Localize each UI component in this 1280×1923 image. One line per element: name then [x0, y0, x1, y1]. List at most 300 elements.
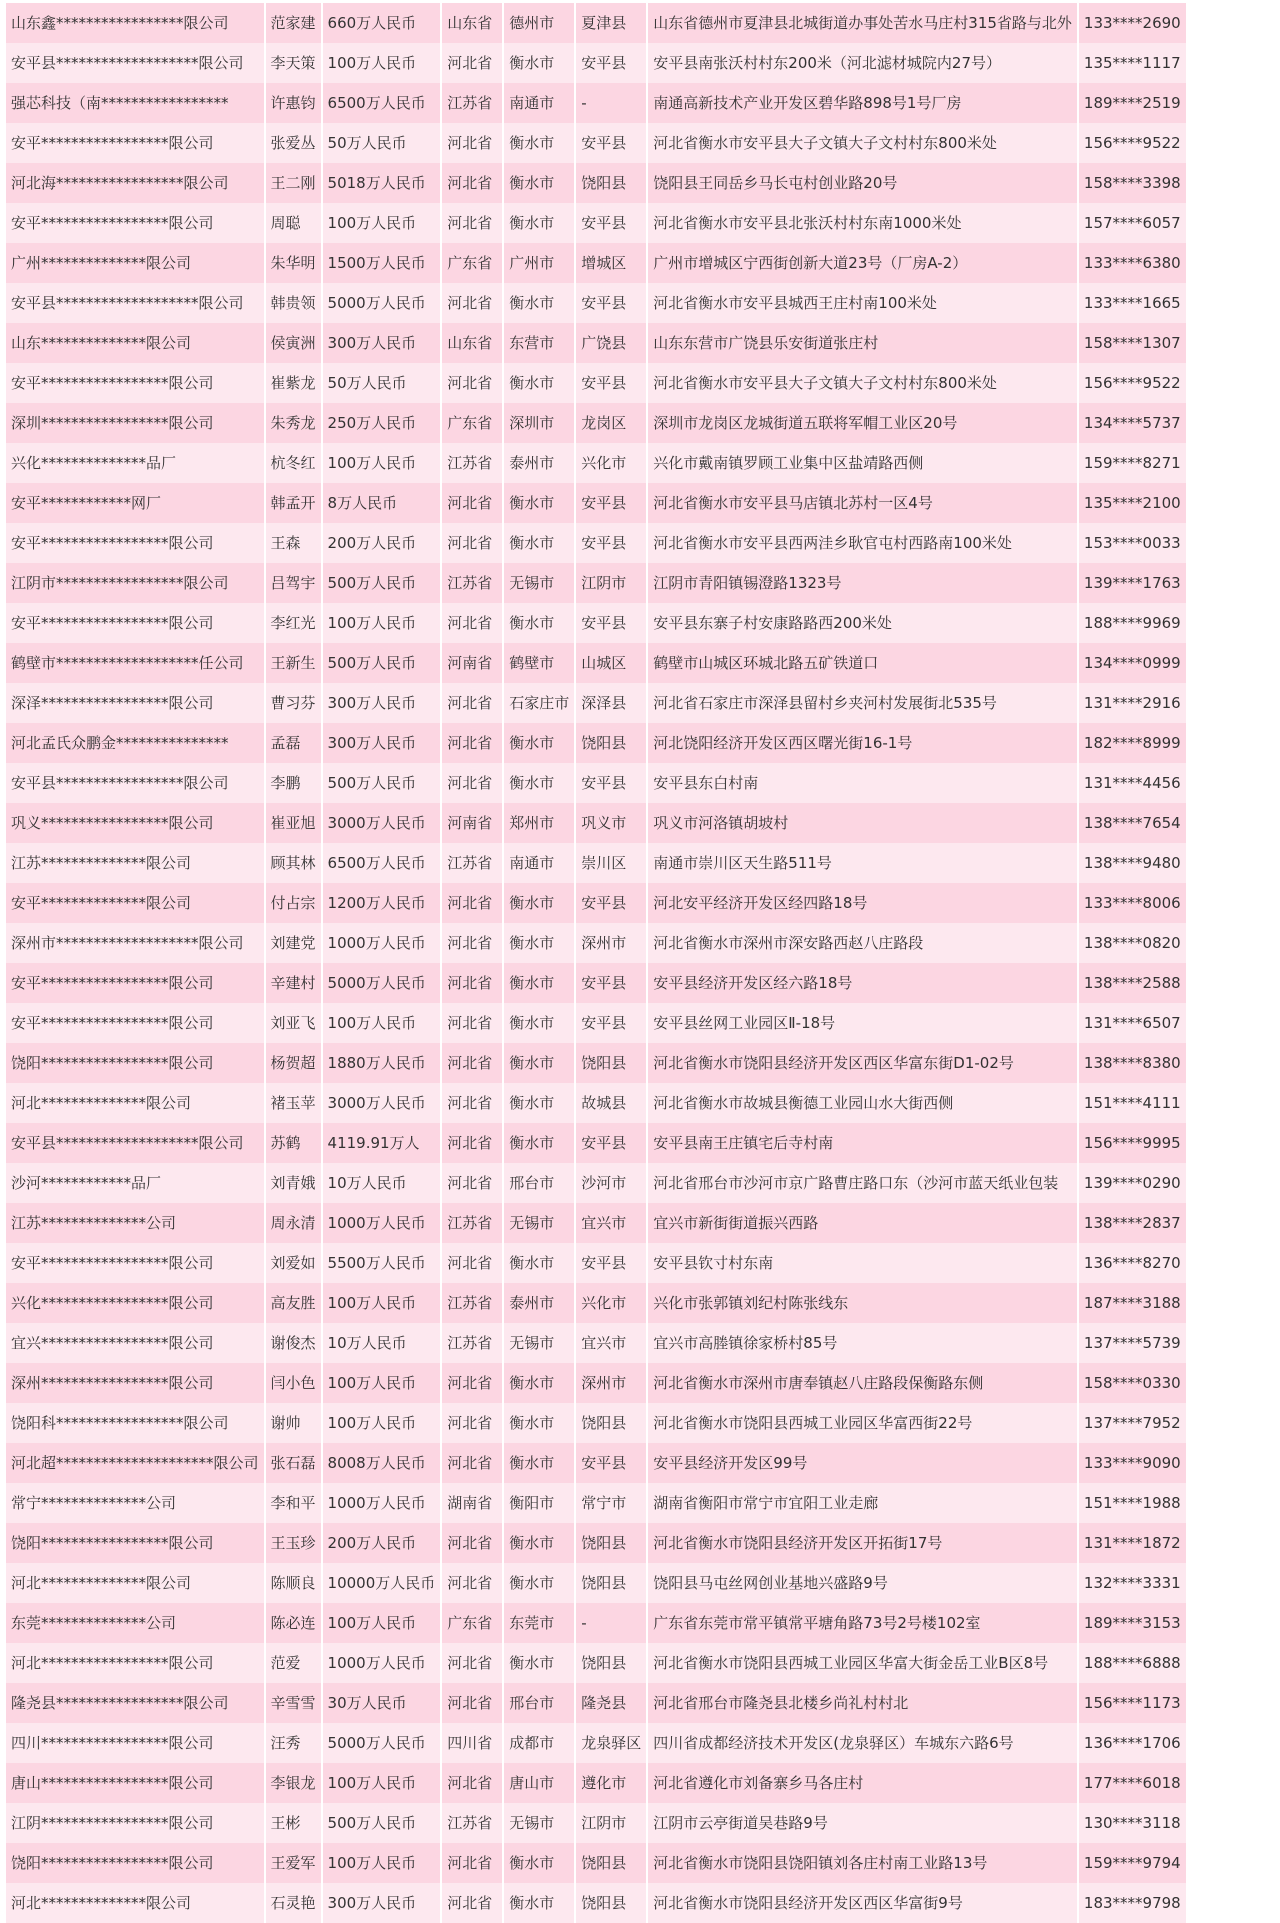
phone-cell: 134****0999	[1079, 643, 1186, 683]
company-name-cell: 河北海*****************限公司	[6, 163, 266, 203]
phone-cell: 131****1872	[1079, 1523, 1186, 1563]
district-cell: 饶阳县	[576, 1523, 648, 1563]
district-cell: 饶阳县	[576, 1883, 648, 1923]
city-cell: 衡水市	[504, 283, 576, 323]
legal-person-cell: 侯寅洲	[266, 323, 323, 363]
legal-person-cell: 刘建党	[266, 923, 323, 963]
address-cell: 南通市崇川区天生路511号	[648, 843, 1079, 883]
city-cell: 德州市	[504, 3, 576, 43]
city-cell: 无锡市	[504, 563, 576, 603]
address-cell: 河北省衡水市安平县马店镇北苏村一区4号	[648, 483, 1079, 523]
phone-cell: 138****2588	[1079, 963, 1186, 1003]
phone-cell: 136****1706	[1079, 1723, 1186, 1763]
registered-capital-cell: 8008万人民币	[323, 1443, 443, 1483]
province-cell: 河北省	[442, 483, 504, 523]
province-cell: 河北省	[442, 683, 504, 723]
legal-person-cell: 谢俊杰	[266, 1323, 323, 1363]
table-row	[6, 1883, 1186, 1923]
address-cell: 河北省遵化市刘备寨乡马各庄村	[648, 1763, 1079, 1803]
district-cell: 安平县	[576, 123, 648, 163]
district-cell: 龙泉驿区	[576, 1723, 648, 1763]
province-cell: 河北省	[442, 163, 504, 203]
table-row	[6, 1443, 1186, 1483]
province-cell: 河北省	[442, 363, 504, 403]
legal-person-cell: 高友胜	[266, 1283, 323, 1323]
phone-cell: 151****4111	[1079, 1083, 1186, 1123]
table-row	[6, 683, 1186, 723]
province-cell: 河北省	[442, 1683, 504, 1723]
district-cell: 巩义市	[576, 803, 648, 843]
district-cell: 饶阳县	[576, 1563, 648, 1603]
company-name-cell: 河北孟氏众鹏金***************	[6, 723, 266, 763]
phone-cell: 133****1665	[1079, 283, 1186, 323]
company-name-cell: 江苏**************限公司	[6, 843, 266, 883]
registered-capital-cell: 1200万人民币	[323, 883, 443, 923]
district-cell: -	[576, 83, 648, 123]
city-cell: 成都市	[504, 1723, 576, 1763]
table-row	[6, 1843, 1186, 1883]
district-cell: 山城区	[576, 643, 648, 683]
city-cell: 无锡市	[504, 1803, 576, 1843]
address-cell: 广州市增城区宁西街创新大道23号（厂房A-2）	[648, 243, 1079, 283]
table-row	[6, 403, 1186, 443]
table-row	[6, 1523, 1186, 1563]
table-row	[6, 1243, 1186, 1283]
phone-cell: 138****0820	[1079, 923, 1186, 963]
company-name-cell: 安平*****************限公司	[6, 123, 266, 163]
phone-cell: 189****2519	[1079, 83, 1186, 123]
address-cell: 河北省衡水市深州市唐奉镇赵八庄路段保衡路东侧	[648, 1363, 1079, 1403]
company-name-cell: 河北**************限公司	[6, 1083, 266, 1123]
address-cell: 宜兴市新街街道振兴西路	[648, 1203, 1079, 1243]
phone-cell: 157****6057	[1079, 203, 1186, 243]
registered-capital-cell: 5000万人民币	[323, 1723, 443, 1763]
address-cell: 河北省衡水市饶阳县饶阳镇刘各庄村南工业路13号	[648, 1843, 1079, 1883]
legal-person-cell: 石灵艳	[266, 1883, 323, 1923]
province-cell: 河北省	[442, 763, 504, 803]
phone-cell: 134****5737	[1079, 403, 1186, 443]
city-cell: 衡水市	[504, 523, 576, 563]
legal-person-cell: 陈必连	[266, 1603, 323, 1643]
company-name-cell: 安平县*******************限公司	[6, 43, 266, 83]
registered-capital-cell: 10万人民币	[323, 1163, 443, 1203]
registered-capital-cell: 50万人民币	[323, 363, 443, 403]
city-cell: 深圳市	[504, 403, 576, 443]
phone-cell: 131****4456	[1079, 763, 1186, 803]
district-cell: 江阴市	[576, 1803, 648, 1843]
city-cell: 衡水市	[504, 763, 576, 803]
address-cell: 河北省邢台市沙河市京广路曹庄路口东（沙河市蓝天纸业包装	[648, 1163, 1079, 1203]
district-cell: 夏津县	[576, 3, 648, 43]
registered-capital-cell: 1000万人民币	[323, 1643, 443, 1683]
address-cell: 广东省东莞市常平镇常平塘角路73号2号楼102室	[648, 1603, 1079, 1643]
address-cell: 四川省成都经济技术开发区(龙泉驿区）车城东六路6号	[648, 1723, 1079, 1763]
company-name-cell: 常宁**************公司	[6, 1483, 266, 1523]
province-cell: 河北省	[442, 1763, 504, 1803]
city-cell: 衡水市	[504, 723, 576, 763]
city-cell: 衡水市	[504, 603, 576, 643]
address-cell: 饶阳县王同岳乡马长屯村创业路20号	[648, 163, 1079, 203]
province-cell: 广东省	[442, 403, 504, 443]
table-row	[6, 1483, 1186, 1523]
registered-capital-cell: 200万人民币	[323, 523, 443, 563]
legal-person-cell: 辛雪雪	[266, 1683, 323, 1723]
registered-capital-cell: 3000万人民币	[323, 803, 443, 843]
table-row	[6, 1763, 1186, 1803]
address-cell: 鹤壁市山城区环城北路五矿铁道口	[648, 643, 1079, 683]
company-name-cell: 饶阳*****************限公司	[6, 1523, 266, 1563]
company-name-cell: 饶阳科*****************限公司	[6, 1403, 266, 1443]
company-name-cell: 河北超*********************限公司	[6, 1443, 266, 1483]
company-name-cell: 饶阳*****************限公司	[6, 1843, 266, 1883]
registered-capital-cell: 3000万人民币	[323, 1083, 443, 1123]
table-row	[6, 1723, 1186, 1763]
legal-person-cell: 韩孟开	[266, 483, 323, 523]
city-cell: 东莞市	[504, 1603, 576, 1643]
phone-cell: 136****8270	[1079, 1243, 1186, 1283]
table-row	[6, 1043, 1186, 1083]
city-cell: 衡水市	[504, 43, 576, 83]
phone-cell: 139****0290	[1079, 1163, 1186, 1203]
district-cell: 安平县	[576, 1003, 648, 1043]
registered-capital-cell: 500万人民币	[323, 763, 443, 803]
company-name-cell: 深泽*****************限公司	[6, 683, 266, 723]
city-cell: 衡水市	[504, 1243, 576, 1283]
address-cell: 安平县丝网工业园区Ⅱ-18号	[648, 1003, 1079, 1043]
city-cell: 衡水市	[504, 203, 576, 243]
company-name-cell: 江阴*****************限公司	[6, 1803, 266, 1843]
district-cell: 安平县	[576, 203, 648, 243]
registered-capital-cell: 100万人民币	[323, 1283, 443, 1323]
phone-cell: 133****9090	[1079, 1443, 1186, 1483]
city-cell: 衡水市	[504, 1563, 576, 1603]
table-row	[6, 1283, 1186, 1323]
registered-capital-cell: 100万人民币	[323, 603, 443, 643]
registered-capital-cell: 1500万人民币	[323, 243, 443, 283]
phone-cell: 158****3398	[1079, 163, 1186, 203]
city-cell: 衡水市	[504, 1523, 576, 1563]
registered-capital-cell: 1880万人民币	[323, 1043, 443, 1083]
province-cell: 河北省	[442, 43, 504, 83]
city-cell: 泰州市	[504, 443, 576, 483]
district-cell: 饶阳县	[576, 163, 648, 203]
province-cell: 江苏省	[442, 843, 504, 883]
company-name-cell: 河北**************限公司	[6, 1883, 266, 1923]
address-cell: 河北省衡水市安平县西两洼乡耿官屯村西路南100米处	[648, 523, 1079, 563]
district-cell: 故城县	[576, 1083, 648, 1123]
province-cell: 河北省	[442, 963, 504, 1003]
table-row	[6, 843, 1186, 883]
company-name-cell: 广州**************限公司	[6, 243, 266, 283]
phone-cell: 133****2690	[1079, 3, 1186, 43]
legal-person-cell: 杨贺超	[266, 1043, 323, 1083]
city-cell: 无锡市	[504, 1203, 576, 1243]
province-cell: 湖南省	[442, 1483, 504, 1523]
address-cell: 南通高新技术产业开发区碧华路898号1号厂房	[648, 83, 1079, 123]
table-row	[6, 1403, 1186, 1443]
phone-cell: 137****7952	[1079, 1403, 1186, 1443]
province-cell: 山东省	[442, 323, 504, 363]
legal-person-cell: 许惠钧	[266, 83, 323, 123]
registered-capital-cell: 500万人民币	[323, 643, 443, 683]
registered-capital-cell: 30万人民币	[323, 1683, 443, 1723]
legal-person-cell: 付占宗	[266, 883, 323, 923]
city-cell: 衡水市	[504, 1883, 576, 1923]
registered-capital-cell: 10000万人民币	[323, 1563, 443, 1603]
address-cell: 深圳市龙岗区龙城街道五联将军帽工业区20号	[648, 403, 1079, 443]
address-cell: 江阴市青阳镇锡澄路1323号	[648, 563, 1079, 603]
company-name-cell: 深州*****************限公司	[6, 1363, 266, 1403]
table-row	[6, 523, 1186, 563]
registered-capital-cell: 200万人民币	[323, 1523, 443, 1563]
table-row	[6, 283, 1186, 323]
phone-cell: 135****2100	[1079, 483, 1186, 523]
phone-cell: 182****8999	[1079, 723, 1186, 763]
province-cell: 河北省	[442, 1443, 504, 1483]
legal-person-cell: 吕驾宇	[266, 563, 323, 603]
district-cell: 常宁市	[576, 1483, 648, 1523]
legal-person-cell: 张爱丛	[266, 123, 323, 163]
province-cell: 广东省	[442, 243, 504, 283]
company-name-cell: 深州市*******************限公司	[6, 923, 266, 963]
city-cell: 衡水市	[504, 163, 576, 203]
address-cell: 安平县南王庄镇宅后寺村南	[648, 1123, 1079, 1163]
registered-capital-cell: 100万人民币	[323, 1603, 443, 1643]
phone-cell: 138****9480	[1079, 843, 1186, 883]
city-cell: 广州市	[504, 243, 576, 283]
address-cell: 兴化市张郭镇刘纪村陈张线东	[648, 1283, 1079, 1323]
district-cell: 崇川区	[576, 843, 648, 883]
phone-cell: 137****5739	[1079, 1323, 1186, 1363]
province-cell: 广东省	[442, 1603, 504, 1643]
phone-cell: 187****3188	[1079, 1283, 1186, 1323]
legal-person-cell: 刘亚飞	[266, 1003, 323, 1043]
table-row	[6, 763, 1186, 803]
registered-capital-cell: 660万人民币	[323, 3, 443, 43]
phone-cell: 131****2916	[1079, 683, 1186, 723]
province-cell: 河北省	[442, 1883, 504, 1923]
registered-capital-cell: 4119.91万人	[323, 1123, 443, 1163]
phone-cell: 153****0033	[1079, 523, 1186, 563]
legal-person-cell: 李鹏	[266, 763, 323, 803]
company-name-cell: 兴化**************品厂	[6, 443, 266, 483]
province-cell: 河北省	[442, 1243, 504, 1283]
district-cell: 安平县	[576, 363, 648, 403]
province-cell: 山东省	[442, 3, 504, 43]
phone-cell: 132****3331	[1079, 1563, 1186, 1603]
district-cell: 安平县	[576, 1443, 648, 1483]
city-cell: 鹤壁市	[504, 643, 576, 683]
district-cell: 龙岗区	[576, 403, 648, 443]
legal-person-cell: 谢帅	[266, 1403, 323, 1443]
company-name-cell: 强芯科技（南*****************	[6, 83, 266, 123]
legal-person-cell: 褚玉苹	[266, 1083, 323, 1123]
company-name-cell: 安平县*****************限公司	[6, 763, 266, 803]
province-cell: 河北省	[442, 1083, 504, 1123]
legal-person-cell: 曹习芬	[266, 683, 323, 723]
legal-person-cell: 王彬	[266, 1803, 323, 1843]
table-body	[6, 3, 1186, 1923]
district-cell: 饶阳县	[576, 1403, 648, 1443]
legal-person-cell: 范家建	[266, 3, 323, 43]
district-cell: 宜兴市	[576, 1203, 648, 1243]
company-name-cell: 山东**************限公司	[6, 323, 266, 363]
province-cell: 河北省	[442, 1563, 504, 1603]
province-cell: 河北省	[442, 1363, 504, 1403]
registered-capital-cell: 50万人民币	[323, 123, 443, 163]
phone-cell: 159****9794	[1079, 1843, 1186, 1883]
legal-person-cell: 苏鹤	[266, 1123, 323, 1163]
table-row	[6, 643, 1186, 683]
city-cell: 衡水市	[504, 1003, 576, 1043]
legal-person-cell: 崔亚旭	[266, 803, 323, 843]
address-cell: 河北饶阳经济开发区西区曙光街16-1号	[648, 723, 1079, 763]
city-cell: 衡水市	[504, 1403, 576, 1443]
table-row	[6, 1803, 1186, 1843]
company-name-cell: 深圳*****************限公司	[6, 403, 266, 443]
legal-person-cell: 陈顺良	[266, 1563, 323, 1603]
address-cell: 河北省衡水市饶阳县经济开发区开拓街17号	[648, 1523, 1079, 1563]
table-row	[6, 923, 1186, 963]
table-row	[6, 323, 1186, 363]
phone-cell: 159****8271	[1079, 443, 1186, 483]
district-cell: 安平县	[576, 283, 648, 323]
legal-person-cell: 周聪	[266, 203, 323, 243]
legal-person-cell: 李红光	[266, 603, 323, 643]
phone-cell: 133****6380	[1079, 243, 1186, 283]
company-name-cell: 安平县*******************限公司	[6, 1123, 266, 1163]
phone-cell: 131****6507	[1079, 1003, 1186, 1043]
phone-cell: 138****7654	[1079, 803, 1186, 843]
phone-cell: 139****1763	[1079, 563, 1186, 603]
company-table	[6, 3, 1186, 1923]
table-row	[6, 963, 1186, 1003]
province-cell: 四川省	[442, 1723, 504, 1763]
district-cell: 宜兴市	[576, 1323, 648, 1363]
phone-cell: 133****8006	[1079, 883, 1186, 923]
legal-person-cell: 王森	[266, 523, 323, 563]
district-cell: 沙河市	[576, 1163, 648, 1203]
company-name-cell: 唐山*****************限公司	[6, 1763, 266, 1803]
legal-person-cell: 顾其林	[266, 843, 323, 883]
legal-person-cell: 张石磊	[266, 1443, 323, 1483]
city-cell: 衡水市	[504, 123, 576, 163]
province-cell: 河北省	[442, 123, 504, 163]
address-cell: 山东东营市广饶县乐安街道张庄村	[648, 323, 1079, 363]
address-cell: 河北省衡水市饶阳县经济开发区西区华富街9号	[648, 1883, 1079, 1923]
legal-person-cell: 辛建村	[266, 963, 323, 1003]
phone-cell: 135****1117	[1079, 43, 1186, 83]
phone-cell: 183****9798	[1079, 1883, 1186, 1923]
address-cell: 河北省衡水市安平县大子文镇大子文村村东800米处	[648, 123, 1079, 163]
table-row	[6, 1603, 1186, 1643]
province-cell: 河南省	[442, 643, 504, 683]
registered-capital-cell: 1000万人民币	[323, 1203, 443, 1243]
company-name-cell: 江苏**************公司	[6, 1203, 266, 1243]
registered-capital-cell: 5000万人民币	[323, 963, 443, 1003]
city-cell: 南通市	[504, 843, 576, 883]
company-name-cell: 河北**************限公司	[6, 1563, 266, 1603]
table-row	[6, 1323, 1186, 1363]
district-cell: 饶阳县	[576, 723, 648, 763]
city-cell: 衡水市	[504, 1123, 576, 1163]
city-cell: 郑州市	[504, 803, 576, 843]
registered-capital-cell: 300万人民币	[323, 323, 443, 363]
address-cell: 河北省衡水市故城县衡德工业园山水大街西侧	[648, 1083, 1079, 1123]
city-cell: 衡水市	[504, 483, 576, 523]
phone-cell: 158****1307	[1079, 323, 1186, 363]
company-name-cell: 安平*****************限公司	[6, 1243, 266, 1283]
district-cell: 深州市	[576, 1363, 648, 1403]
province-cell: 江苏省	[442, 563, 504, 603]
province-cell: 河北省	[442, 1043, 504, 1083]
district-cell: 安平县	[576, 1243, 648, 1283]
district-cell: 安平县	[576, 963, 648, 1003]
province-cell: 江苏省	[442, 1283, 504, 1323]
legal-person-cell: 朱华明	[266, 243, 323, 283]
table-row	[6, 243, 1186, 283]
address-cell: 山东省德州市夏津县北城街道办事处苦水马庄村315省路与北外	[648, 3, 1079, 43]
legal-person-cell: 李天策	[266, 43, 323, 83]
address-cell: 河北省衡水市饶阳县西城工业园区华富西街22号	[648, 1403, 1079, 1443]
table-row	[6, 1563, 1186, 1603]
registered-capital-cell: 300万人民币	[323, 1883, 443, 1923]
address-cell: 安平县东寨子村安康路路西200米处	[648, 603, 1079, 643]
phone-cell: 151****1988	[1079, 1483, 1186, 1523]
address-cell: 河北省衡水市安平县城西王庄村南100米处	[648, 283, 1079, 323]
address-cell: 安平县钦寸村东南	[648, 1243, 1079, 1283]
registered-capital-cell: 100万人民币	[323, 43, 443, 83]
city-cell: 衡水市	[504, 363, 576, 403]
address-cell: 江阴市云亭街道吴巷路9号	[648, 1803, 1079, 1843]
company-name-cell: 安平*****************限公司	[6, 523, 266, 563]
legal-person-cell: 孟磊	[266, 723, 323, 763]
district-cell: 安平县	[576, 763, 648, 803]
legal-person-cell: 王新生	[266, 643, 323, 683]
province-cell: 江苏省	[442, 1203, 504, 1243]
province-cell: 江苏省	[442, 83, 504, 123]
table-row	[6, 363, 1186, 403]
table-row	[6, 163, 1186, 203]
province-cell: 河北省	[442, 1123, 504, 1163]
city-cell: 衡水市	[504, 883, 576, 923]
company-name-cell: 兴化*****************限公司	[6, 1283, 266, 1323]
registered-capital-cell: 10万人民币	[323, 1323, 443, 1363]
province-cell: 河北省	[442, 1003, 504, 1043]
address-cell: 安平县东白村南	[648, 763, 1079, 803]
table-row	[6, 803, 1186, 843]
table-row	[6, 883, 1186, 923]
district-cell: 遵化市	[576, 1763, 648, 1803]
address-cell: 巩义市河洛镇胡坡村	[648, 803, 1079, 843]
city-cell: 石家庄市	[504, 683, 576, 723]
company-name-cell: 沙河************品厂	[6, 1163, 266, 1203]
city-cell: 衡阳市	[504, 1483, 576, 1523]
company-name-cell: 四川*****************限公司	[6, 1723, 266, 1763]
company-name-cell: 宜兴*****************限公司	[6, 1323, 266, 1363]
address-cell: 湖南省衡阳市常宁市宜阳工业走廊	[648, 1483, 1079, 1523]
phone-cell: 130****3118	[1079, 1803, 1186, 1843]
phone-cell: 177****6018	[1079, 1763, 1186, 1803]
table-row	[6, 123, 1186, 163]
company-name-cell: 安平**************限公司	[6, 883, 266, 923]
city-cell: 泰州市	[504, 1283, 576, 1323]
table-row	[6, 83, 1186, 123]
district-cell: 江阴市	[576, 563, 648, 603]
registered-capital-cell: 6500万人民币	[323, 83, 443, 123]
province-cell: 江苏省	[442, 1803, 504, 1843]
registered-capital-cell: 5000万人民币	[323, 283, 443, 323]
